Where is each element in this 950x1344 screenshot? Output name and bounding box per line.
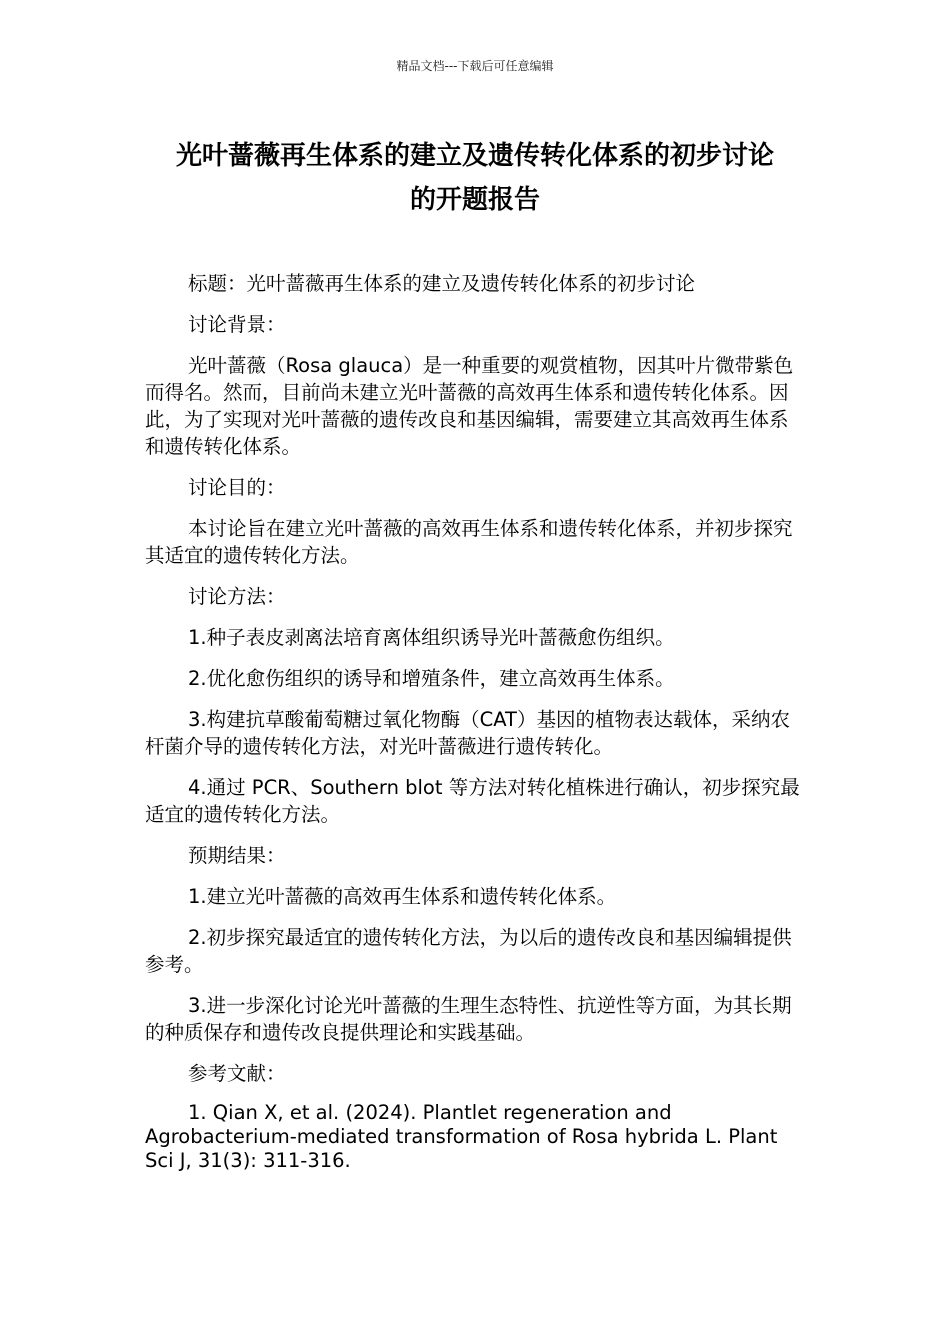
- method-item-1: 1.种子表皮剥离法培育离体组织诱导光叶蔷薇愈伤组织。: [188, 626, 675, 649]
- header-watermark: 精品文档---下载后可任意编辑: [396, 59, 554, 73]
- result-item-1: 1.建立光叶蔷薇的高效再生体系和遗传转化体系。: [188, 885, 617, 908]
- method-item-2: 2.优化愈伤组织的诱导和增殖条件，建立高效再生体系。: [188, 667, 675, 690]
- result-item-2: 2.初步探究最适宜的遗传转化方法，为以后的遗传改良和基因编辑提供参考。: [145, 926, 792, 976]
- section-heading-references: 参考文献：: [188, 1062, 286, 1085]
- subject-line: 标题：光叶蔷薇再生体系的建立及遗传转化体系的初步讨论: [188, 272, 696, 295]
- document-title: [130, 134, 820, 222]
- section-heading-purpose: 讨论目的：: [188, 476, 286, 499]
- document-body: [145, 270, 800, 1187]
- method-item-4: 4.通过 PCR、Southern blot 等方法对转化植株进行确认，初步探究最适宜的遗传转化方法。: [145, 776, 800, 826]
- title-line-1: 光叶蔷薇再生体系的建立及遗传转化体系的初步讨论: [175, 141, 774, 171]
- section-heading-methods: 讨论方法：: [188, 585, 286, 608]
- title-line-2: 的开题报告: [409, 185, 540, 215]
- method-item-3: 3.构建抗草酸葡萄糖过氧化物酶（CAT）基因的植物表达载体，采纳农杆菌介导的遗传转化方法，对光叶蔷薇进行遗传转化。: [145, 708, 790, 758]
- section-heading-expected-results: 预期结果：: [188, 844, 286, 867]
- background-paragraph: 光叶蔷薇（Rosa glauca）是一种重要的观赏植物，因其叶片微带紫色而得名。然而，目前尚未建立光叶蔷薇的高效再生体系和遗传转化体系。因此，为了实现对光叶蔷薇的遗传改良和基因编辑，需要建立其高效再生体系和遗传转化体系。: [145, 354, 794, 458]
- section-heading-background: 讨论背景：: [188, 313, 286, 336]
- purpose-paragraph: 本讨论旨在建立光叶蔷薇的高效再生体系和遗传转化体系，并初步探究其适宜的遗传转化方法。: [145, 517, 793, 567]
- result-item-3: 3.进一步深化讨论光叶蔷薇的生理生态特性、抗逆性等方面，为其长期的种质保存和遗传改良提供理论和实践基础。: [145, 994, 792, 1044]
- reference-item-1: 1. Qian X, et al. (2024). Plantlet regeneration and Agrobacterium-mediated transformation of Rosa hybrida L. Plant Sci J, 31(3): 311-316.: [145, 1101, 778, 1172]
